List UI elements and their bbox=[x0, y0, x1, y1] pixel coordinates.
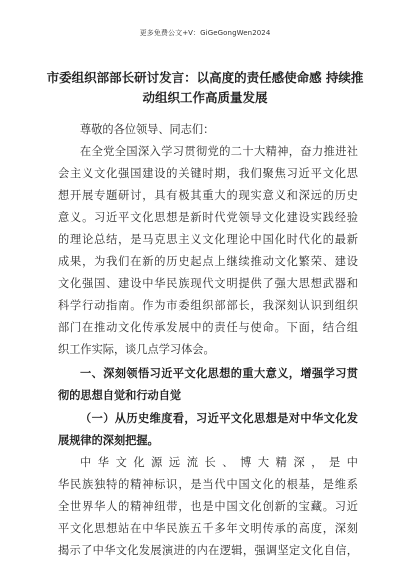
salutation: 尊敬的各位领导、同志们： bbox=[80, 123, 215, 136]
page-header-note: 更多免费公文+V：GiGeGongWen2024 bbox=[139, 29, 271, 37]
document-title-line-1: 市委组织部部长研讨发言：以高度的责任感使命感 持续推 bbox=[46, 70, 364, 85]
paragraph-1-line: 部门在推动文化传承发展中的责任与使命。下面，结合组 bbox=[58, 321, 358, 334]
paragraph-1-line: 的理论总结，是马克思主义文化理论中国化时代化的最新 bbox=[58, 233, 358, 246]
paragraph-2-line: 华民族独特的精神标识，是当代中国文化的根基，是维系 bbox=[58, 478, 358, 491]
section-heading-1-cont: 彻的思想自觉和行动自觉 bbox=[58, 388, 182, 402]
paragraph-1-line: 在全党全国深入学习贯彻党的二十大精神，奋力推进社 bbox=[80, 145, 358, 158]
paragraph-2-line: 全世界华人的精神纽带，也是中国文化创新的宝藏。习近 bbox=[58, 500, 358, 513]
paragraph-1-line: 织工作实际，谈几点学习体会。 bbox=[58, 343, 215, 356]
paragraph-1-line: 科学行动指南。作为市委组织部部长，我深刻认识到组织 bbox=[58, 299, 358, 312]
document-title-line-2: 动组织工作高质量发展 bbox=[142, 90, 268, 105]
paragraph-2-line: 平文化思想站在中华民族五千多年文明传承的高度，深刻 bbox=[58, 522, 358, 535]
paragraph-1-line: 意义。习近平文化思想是新时代党领导文化建设实践经验 bbox=[58, 211, 358, 224]
subheading-1: （一）从历史维度看，习近平文化思想是对中华文化发 bbox=[80, 411, 358, 425]
paragraph-1-line: 成果，为我们在新的历史起点上继续推动文化繁荣、建设 bbox=[58, 255, 358, 268]
section-heading-1: 一、深刻领悟习近平文化思想的重大意义，增强学习贯 bbox=[80, 366, 358, 380]
paragraph-1-line: 想开展专题研讨，具有极其重大的现实意义和深远的历史 bbox=[58, 189, 358, 202]
paragraph-1-line: 文化强国、建设中华民族现代文明提供了强大思想武器和 bbox=[58, 277, 358, 290]
subheading-1-cont: 展规律的深刻把握。 bbox=[58, 433, 159, 447]
paragraph-1-line: 会主义文化强国建设的关键时期，我们聚焦习近平文化思 bbox=[58, 167, 358, 180]
paragraph-2-line: 中华文化源远流长、博大精深，是中 bbox=[80, 456, 358, 469]
paragraph-2-line: 揭示了中华文化发展演进的内在逻辑，强调坚定文化自信， bbox=[58, 544, 358, 557]
